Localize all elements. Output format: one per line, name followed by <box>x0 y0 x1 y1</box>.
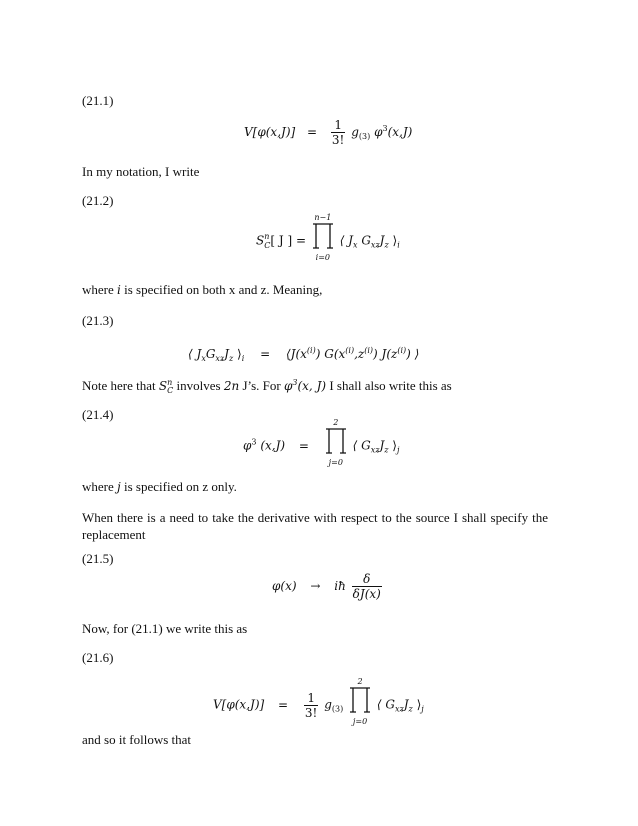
equation-21-2 <box>256 213 400 269</box>
text3-post: I shall also write this as <box>326 378 452 393</box>
text3-pre: Note here that <box>82 378 159 393</box>
eq2-product-symbol <box>310 213 336 269</box>
text3-mid: involves <box>173 378 224 393</box>
eq-label-21-6: (21.6) <box>82 650 114 665</box>
eq2-prod-bot: i=0 <box>315 253 331 262</box>
eq4-index: j <box>396 445 400 455</box>
eq1-fraction <box>331 118 345 147</box>
text-where-i <box>82 282 322 298</box>
eq1-phi: φ <box>374 125 383 139</box>
equation-21-6 <box>213 677 424 733</box>
eq6-sub-z: z <box>408 704 413 714</box>
eq6-bracket-close: ⟩ <box>412 697 422 712</box>
text3-mid2: J’s. For <box>239 378 284 393</box>
eq5-lhs: φ(x) <box>272 579 297 593</box>
eq3-sub-z: z <box>228 354 234 363</box>
equation-21-1 <box>244 118 412 147</box>
eq6-sub-xz: xz <box>394 704 404 714</box>
eq1-phi-sup: 3 <box>382 124 388 133</box>
eq3-G: G <box>205 347 216 361</box>
eq4-prod-bot: j=0 <box>328 458 343 467</box>
text-note-here <box>82 378 452 395</box>
eq4-args: (x,J) <box>256 438 286 453</box>
eq2-bracket-close: ⟩ <box>388 233 398 248</box>
text3-args: (x, J) <box>297 379 327 393</box>
eq1-equals: = <box>307 125 318 139</box>
text4-pre: where <box>82 479 118 494</box>
text-replacement: When there is a need to take the derivative with respect to the source I shall specify the replacement <box>82 510 548 542</box>
equation-21-3 <box>188 346 419 363</box>
eq6-frac-den: 3! <box>304 705 318 720</box>
text3-phi-sup: 3 <box>292 378 298 387</box>
text-and-so: and so it follows that <box>82 732 192 747</box>
eq3-sup-2: (i) <box>345 346 355 355</box>
product-icon <box>324 428 348 454</box>
eq-label-21-2: (21.2) <box>82 193 114 208</box>
text3-phi: φ <box>283 379 293 393</box>
eq2-arg: [ J ] = <box>270 233 307 248</box>
eq4-bracket-close: ⟩ <box>388 438 397 453</box>
eq5-fraction <box>352 572 382 601</box>
eq4-bracket-open: ⟨ G <box>352 438 371 453</box>
text4-var: j <box>117 480 121 494</box>
eq3-sub-xz: xz <box>215 354 225 363</box>
text2-pre: where <box>82 282 118 297</box>
eq3-sup-1: (i) <box>306 346 316 355</box>
eq2-S-sub: C <box>264 241 271 250</box>
eq6-prod-top: 2 <box>357 677 363 686</box>
product-icon <box>311 223 335 249</box>
eq2-bracket-open: ⟨ J <box>339 233 353 248</box>
eq2-sub-xz: xz <box>370 240 380 250</box>
eq4-equals: = <box>298 438 309 453</box>
eq5-ihbar: iħ <box>334 579 346 593</box>
eq3-rhs-3: ,z <box>354 347 365 361</box>
eq1-frac-den: 3! <box>331 133 345 147</box>
eq1-args: (x,J) <box>387 125 413 139</box>
eq2-J: J <box>379 233 385 248</box>
eq3-rhs-5: ) ⟩ <box>406 347 420 361</box>
eq1-g-sub: (3) <box>358 132 371 141</box>
eq2-S-sup: n <box>264 232 270 241</box>
eq3-sup-3: (i) <box>364 346 374 355</box>
eq4-J: J <box>379 438 385 453</box>
eq-label-21-5: (21.5) <box>82 551 114 566</box>
eq6-equals: = <box>278 697 289 712</box>
eq2-prod-top: n−1 <box>314 213 332 222</box>
eq6-index: j <box>421 704 424 714</box>
eq2-S: S <box>256 233 265 248</box>
eq2-G: G <box>357 233 371 248</box>
eq6-prod-bot: j=0 <box>352 717 368 726</box>
eq6-fraction <box>304 691 318 720</box>
eq6-frac-num: 1 <box>307 690 315 705</box>
text3-S-sub: C <box>167 385 174 395</box>
eq6-g: g <box>324 697 332 712</box>
eq4-product-symbol <box>323 418 349 474</box>
text3-S: S <box>158 379 168 393</box>
eq6-lhs: V[φ(x,J)] <box>213 697 265 712</box>
text2-var: i <box>117 283 121 297</box>
product-icon <box>348 687 372 713</box>
eq3-sub-x: x <box>201 354 206 363</box>
eq4-prod-top: 2 <box>333 418 339 427</box>
equation-21-5 <box>272 572 384 601</box>
eq3-rhs-2: ) G(x <box>315 347 346 361</box>
eq4-sub-z: z <box>384 445 389 455</box>
eq-label-21-4: (21.4) <box>82 407 114 422</box>
eq4-phi: φ <box>243 438 252 453</box>
eq4-sub-xz: xz <box>370 445 380 455</box>
text-now-for: Now, for (21.1) we write this as <box>82 621 248 636</box>
text2-post: is specified on both x and z. Meaning, <box>120 282 323 297</box>
eq2-index: i <box>397 240 400 250</box>
eq1-g: g <box>351 125 359 139</box>
eq-label-21-3: (21.3) <box>82 313 114 328</box>
eq5-frac-num: δ <box>363 572 371 586</box>
eq5-frac-den: δJ(x) <box>352 587 381 601</box>
eq3-equals: = <box>260 347 271 361</box>
eq6-J: J <box>403 697 409 712</box>
text-where-j <box>82 479 237 495</box>
eq2-sub-x: x <box>353 240 358 250</box>
eq3-index: i <box>241 354 245 363</box>
text4-post: is specified on z only. <box>120 479 237 494</box>
eq1-frac-num: 1 <box>334 118 342 132</box>
eq3-sup-4: (i) <box>397 346 407 355</box>
eq6-g-sub: (3) <box>331 704 344 714</box>
equation-21-4 <box>243 418 399 474</box>
eq1-lhs: V[φ(x,J)] <box>244 125 296 139</box>
eq3-lhs: ⟨ J <box>188 347 202 361</box>
text-notation: In my notation, I write <box>82 164 200 179</box>
eq3-rhs-1: ⟨J(x <box>285 347 307 361</box>
eq6-bracket-open: ⟨ G <box>376 697 395 712</box>
eq3-J: J <box>224 347 229 361</box>
text3-2n: 2n <box>223 379 240 393</box>
text3-S-sup: n <box>167 377 173 387</box>
eq-label-21-1: (21.1) <box>82 93 114 108</box>
eq3-rhs-4: ) J(z <box>373 347 398 361</box>
eq6-product-symbol <box>347 677 373 733</box>
eq3-bracket-close: ⟩ <box>233 347 242 361</box>
eq5-arrow: → <box>310 579 321 593</box>
eq4-sup: 3 <box>251 437 257 447</box>
eq2-sub-z: z <box>384 240 389 250</box>
